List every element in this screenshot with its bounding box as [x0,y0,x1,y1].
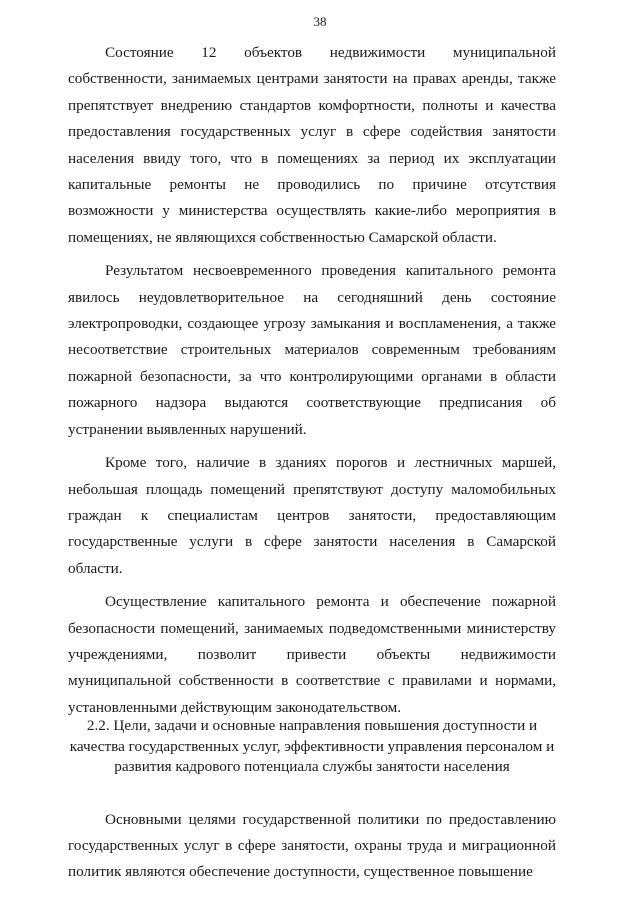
section-heading: 2.2. Цели, задачи и основные направления повышения доступности и качества государственных услуг, эффективности управления персоналом и развития кадрового потенциала службы занятости населения [69,717,555,775]
paragraph-3: Кроме того, наличие в зданиях порогов и лестничных маршей, небольшая площадь помещений препятствуют доступу маломобильных граждан к специалистам центров занятости, предоставляющим государственные услуги в сфере занятости населения в Самарской области. [68,454,556,577]
section-block [68,716,556,886]
section-paragraph: Основными целями государственной политики по предоставлению государственных услуг в сфере занятости, охраны труда и миграционной политик являются обеспечение доступности, существенное повышение [68,810,556,881]
paragraph-1: Состояние 12 объектов недвижимости муниципальной собственности, занимаемых центрами занятости на правах аренды, также препятствует внедрению стандартов комфортности, полноты и качества предоставления государственных услуг в сфере содействия занятости населения ввиду того, что в помещениях за период их эксплуатации капитальные ремонты не проводились по причине отсутствия возможности у министерства осуществлять какие-либо мероприятия в помещениях, не являющихся собственностью Самарской области. [68,44,556,246]
paragraph-2: Результатом несвоевременного проведения капитального ремонта явилось неудовлетворительное на сегодняшний день состояние электропроводки, создающее угрозу замыкания и воспламенения, а также несоответствие строительных материалов современным требованиям пожарной безопасности, за что контролирующими органами в области пожарного надзора выдаются соответствующие предписания об устранении выявленных нарушений. [68,262,556,438]
page-number: 38 [313,14,327,29]
paragraph-4: Осуществление капитального ремонта и обеспечение пожарной безопасности помещений, занимаемых подведомственными министерству учреждениями, позволит привести объекты недвижимости муниципальной собственности в соответствие с правилами и нормами, установленными действующим законодательством. [68,593,556,716]
body-text [68,40,556,721]
